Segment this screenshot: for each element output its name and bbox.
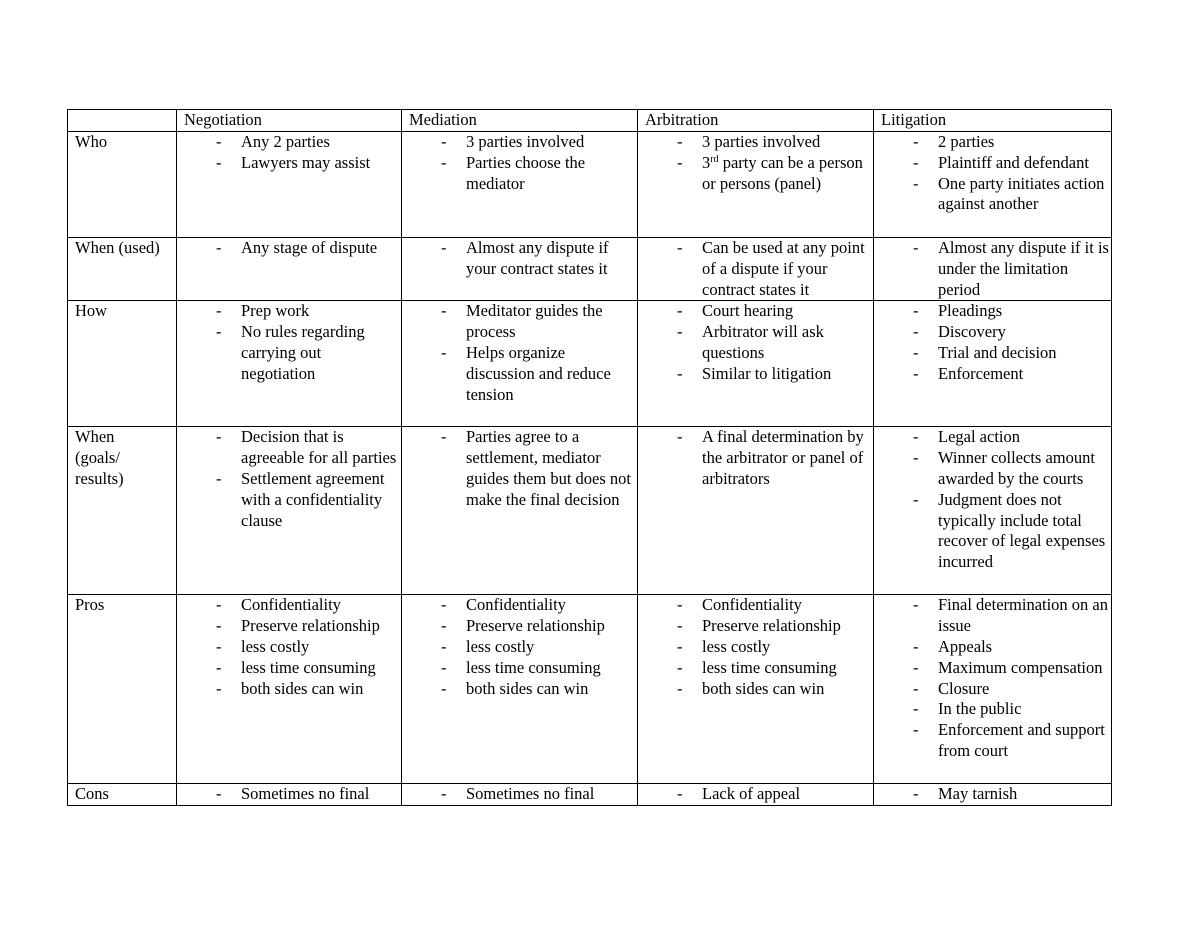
header-litigation: Litigation	[874, 110, 1112, 132]
list-item: - both sides can win	[702, 679, 871, 700]
table-row-cons	[68, 784, 1112, 806]
list-item: - less time consuming	[702, 658, 871, 679]
list-item: - Parties agree to a settlement, mediator guides them but does not make the final decision	[466, 427, 635, 510]
row-label: How	[68, 301, 177, 427]
list-item: - Confidentiality	[466, 595, 635, 616]
list-item: - Any stage of dispute	[241, 238, 399, 259]
cell-negotiation	[177, 427, 402, 595]
cell-negotiation	[177, 301, 402, 427]
cell-mediation	[402, 132, 638, 238]
table-header-row	[68, 110, 1112, 132]
list-item: - Arbitrator will ask questions	[702, 322, 871, 364]
row-label: Pros	[68, 595, 177, 784]
list-item: - less costly	[702, 637, 871, 658]
list-item: - 2 parties	[938, 132, 1109, 153]
list-item: - Confidentiality	[241, 595, 399, 616]
list-item: - Decision that is agreeable for all parties	[241, 427, 399, 469]
row-label: When (used)	[68, 238, 177, 301]
cell-mediation	[402, 595, 638, 784]
cell-arbitration	[638, 784, 874, 806]
list-item: - Lack of appeal	[702, 784, 871, 805]
comparison-table	[67, 109, 1112, 806]
list-item: - Enforcement and support from court	[938, 720, 1109, 762]
list-item: - both sides can win	[466, 679, 635, 700]
list-item-text: party can be a person or persons (panel)	[702, 152, 863, 193]
row-label: Who	[68, 132, 177, 238]
list-item: - Plaintiff and defendant	[938, 153, 1109, 174]
header-cell-blank	[68, 110, 177, 132]
cell-mediation	[402, 784, 638, 806]
cell-litigation	[874, 301, 1112, 427]
ordinal-number: 3	[702, 152, 711, 172]
header-negotiation: Negotiation	[177, 110, 402, 132]
list-item: - Trial and decision	[938, 343, 1109, 364]
list-item: - Almost any dispute if your contract states it	[466, 238, 635, 280]
list-item: - May tarnish	[938, 784, 1109, 805]
list-item: - Lawyers may assist	[241, 153, 399, 174]
list-item: - Preserve relationship	[702, 616, 871, 637]
list-item: - Any 2 parties	[241, 132, 399, 153]
list-item: - Discovery	[938, 322, 1109, 343]
list-item: - Judgment does not typically include total recover of legal expenses incurred	[938, 490, 1109, 573]
cell-negotiation	[177, 784, 402, 806]
list-item: - Sometimes no final	[241, 784, 399, 805]
list-item: - Can be used at any point of a dispute if your contract states it	[702, 238, 871, 300]
list-item: - One party initiates action against another	[938, 174, 1109, 216]
list-item: - Prep work	[241, 301, 399, 322]
cell-arbitration	[638, 595, 874, 784]
list-item: - Settlement agreement with a confidentiality clause	[241, 469, 399, 531]
list-item: - Helps organize discussion and reduce tension	[466, 343, 635, 405]
ordinal-suffix: rd	[710, 153, 719, 165]
table-row-when-used	[68, 238, 1112, 301]
list-item: - Maximum compensation	[938, 658, 1109, 679]
cell-arbitration	[638, 132, 874, 238]
list-item	[702, 153, 871, 195]
list-item: - Parties choose the mediator	[466, 153, 635, 195]
table-row-pros	[68, 595, 1112, 784]
list-item: - Pleadings	[938, 301, 1109, 322]
list-item: - A final determination by the arbitrator or panel of arbitrators	[702, 427, 871, 489]
list-item: - Almost any dispute if it is under the limitation period	[938, 238, 1109, 300]
list-item: - less time consuming	[241, 658, 399, 679]
list-item: - less costly	[241, 637, 399, 658]
list-item: - Enforcement	[938, 364, 1109, 385]
cell-litigation	[874, 427, 1112, 595]
cell-arbitration	[638, 238, 874, 301]
list-item: - Sometimes no final	[466, 784, 635, 805]
cell-litigation	[874, 784, 1112, 806]
list-item: - Confidentiality	[702, 595, 871, 616]
list-item: - less time consuming	[466, 658, 635, 679]
cell-arbitration	[638, 301, 874, 427]
cell-mediation	[402, 427, 638, 595]
table-row-who	[68, 132, 1112, 238]
cell-mediation	[402, 301, 638, 427]
cell-negotiation	[177, 595, 402, 784]
list-item: - Meditator guides the process	[466, 301, 635, 343]
row-label: Cons	[68, 784, 177, 806]
row-label-text: When (goals/ results)	[75, 427, 124, 488]
list-item: - Preserve relationship	[466, 616, 635, 637]
list-item: - Court hearing	[702, 301, 871, 322]
list-item: - less costly	[466, 637, 635, 658]
list-item: - Winner collects amount awarded by the courts	[938, 448, 1109, 490]
table-row-when-goals	[68, 427, 1112, 595]
list-item: - 3 parties involved	[466, 132, 635, 153]
list-item: - In the public	[938, 699, 1109, 720]
cell-mediation	[402, 238, 638, 301]
list-item: - Preserve relationship	[241, 616, 399, 637]
list-item: - Legal action	[938, 427, 1109, 448]
cell-litigation	[874, 238, 1112, 301]
cell-litigation	[874, 595, 1112, 784]
header-arbitration: Arbitration	[638, 110, 874, 132]
cell-litigation	[874, 132, 1112, 238]
header-mediation: Mediation	[402, 110, 638, 132]
list-item: - both sides can win	[241, 679, 399, 700]
list-item: - 3 parties involved	[702, 132, 871, 153]
list-item: - Appeals	[938, 637, 1109, 658]
cell-arbitration	[638, 427, 874, 595]
table-row-how	[68, 301, 1112, 427]
list-item: - No rules regarding carrying out negotiation	[241, 322, 399, 384]
list-item: - Final determination on an issue	[938, 595, 1109, 637]
row-label	[68, 427, 177, 595]
list-item: - Closure	[938, 679, 1109, 700]
cell-negotiation	[177, 132, 402, 238]
cell-negotiation	[177, 238, 402, 301]
list-item: - Similar to litigation	[702, 364, 871, 385]
